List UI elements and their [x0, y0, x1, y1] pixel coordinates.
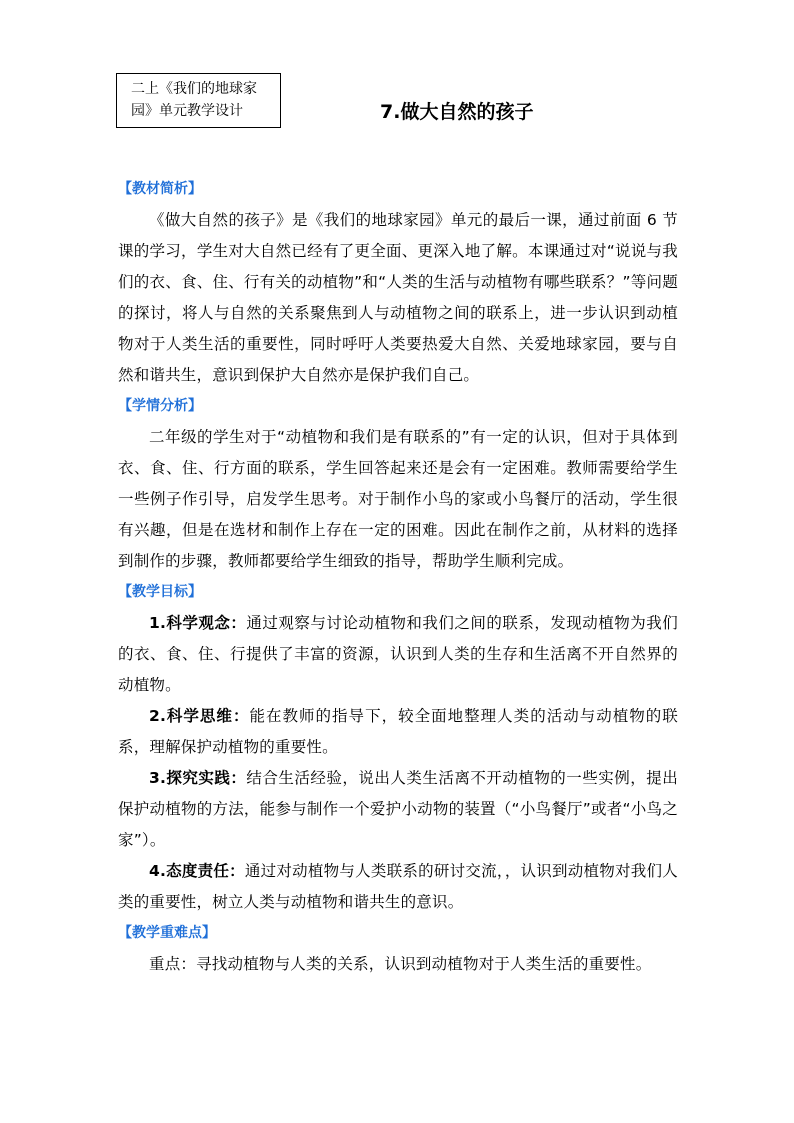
section-heading-goals: 【教学目标】 [118, 584, 202, 600]
goal-text: 结合生活经验，说出人类生活离不开动植物的一些实例，提出保护动植物的方法，能参与制作一个爱护小动物的装置（“小鸟餐厅”或者“小鸟之家”）。 [118, 769, 678, 849]
unit-label-line2: 园》单元教学设计 [131, 103, 243, 119]
unit-label-box [116, 73, 281, 128]
section-heading-textbook: 【教材简析】 [118, 181, 202, 197]
lesson-title: 7.做大自然的孩子 [380, 101, 534, 123]
document-body [118, 174, 678, 980]
student-analysis-text: 二年级的学生对于“动植物和我们是有联系的”有一定的认识，但对于具体到衣、食、住、行方面的联系，学生回答起来还是会有一定困难。教师需要给学生一些例子作引导，启发学生思考。对于制作小鸟的家或小鸟餐厅的活动，学生很有兴趣，但是在选材和制作上存在一定的困难。因此在制作之前，从材料的选择到制作的步骤，教师都要给学生细致的指导，帮助学生顺利完成。 [118, 428, 678, 570]
goal-text: 通过观察与讨论动植物和我们之间的联系，发现动植物为我们的衣、食、住、行提供了丰富的资源，认识到人类的生存和生活离不开自然界的动植物。 [118, 614, 678, 694]
goal-text: 通过对动植物与人类联系的研讨交流，，认识到动植物对我们人类的重要性，树立人类与动植物和谐共生的意识。 [118, 862, 678, 911]
section-heading-students: 【学情分析】 [118, 398, 202, 414]
textbook-analysis-text: 《做大自然的孩子》是《我们的地球家园》单元的最后一课，通过前面 6 节课的学习，学生对大自然已经有了更全面、更深入地了解。本课通过对“说说与我们的衣、食、住、行有关的动植物”和“人类的生活与动植物有哪些联系？”等问题的探讨，将人与自然的关系聚焦到人与动植物之间的联系上，进一步认识到动植物对于人类生活的重要性，同时呼吁人类要热爱大自然、关爱地球家园，要与自然和谐共生，意识到保护大自然亦是保护我们自己。 [118, 211, 678, 384]
goal-item [118, 608, 678, 701]
unit-label-line1: 二上《我们的地球家 [131, 81, 257, 97]
goal-item [118, 763, 678, 856]
keypoints-text: 重点：寻找动植物与人类的关系，认识到动植物对于人类生活的重要性。 [149, 955, 652, 973]
goal-label: 4.态度责任： [149, 862, 245, 880]
section-heading-keypoints: 【教学重难点】 [118, 925, 216, 941]
goal-item [118, 856, 678, 918]
goal-item [118, 701, 678, 763]
goal-label: 1.科学观念： [149, 614, 247, 632]
goal-label: 3.探究实践： [149, 769, 247, 787]
goal-label: 2.科学思维： [149, 707, 250, 725]
goal-text: 能在教师的指导下，较全面地整理人类的活动与动植物的联系，理解保护动植物的重要性。 [118, 707, 679, 756]
